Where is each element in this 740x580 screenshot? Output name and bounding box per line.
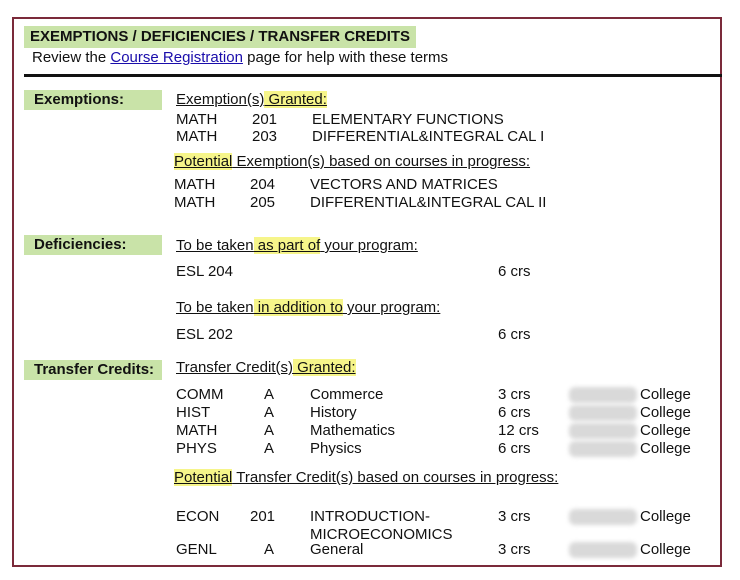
table-row: College: [640, 386, 691, 403]
list-item: 6 crs: [498, 263, 531, 280]
table-row: College: [640, 541, 691, 558]
table-row: A: [264, 386, 275, 403]
table-row: ECON: [176, 508, 220, 525]
list-item: ESL 202: [176, 326, 233, 343]
list-item: 204: [250, 176, 276, 193]
deficiencies-label: Deficiencies:: [24, 235, 162, 255]
transfer-potential-heading: Potential Transfer Credit(s) based on courses in progress:: [174, 469, 559, 486]
table-row: MICROECONOMICS: [310, 526, 453, 543]
review-prefix: Review the: [32, 49, 111, 66]
table-row: A: [264, 440, 275, 457]
review-suffix: page for help with these terms: [242, 49, 449, 66]
table-row: A: [264, 404, 275, 421]
redacted-school-name: [569, 542, 637, 558]
list-item: MATH: [174, 176, 216, 193]
table-row: History: [310, 404, 357, 421]
list-item: 203: [252, 128, 278, 145]
table-row: MATH: [176, 422, 218, 439]
redacted-school-name: [569, 509, 637, 525]
list-item: DIFFERENTIAL&INTEGRAL CAL I: [312, 128, 545, 145]
table-row: Physics: [310, 440, 362, 457]
table-row: COMM: [176, 386, 224, 403]
list-item: MATH: [176, 111, 218, 128]
header-divider: [24, 74, 722, 77]
table-row: College: [640, 422, 691, 439]
credits-panel: [12, 17, 722, 567]
table-row: A: [264, 422, 275, 439]
transfer-granted-heading: Transfer Credit(s) Granted:: [176, 359, 356, 376]
list-item: MATH: [176, 128, 218, 145]
list-item: ELEMENTARY FUNCTIONS: [312, 111, 504, 128]
list-item: 205: [250, 194, 276, 211]
table-row: 3 crs: [498, 541, 531, 558]
table-row: College: [640, 508, 691, 525]
table-row: A: [264, 541, 275, 558]
table-row: 6 crs: [498, 440, 531, 457]
table-row: General: [310, 541, 364, 558]
table-row: 6 crs: [498, 404, 531, 421]
deficiencies-addition-heading: To be taken in addition to your program:: [176, 299, 441, 316]
review-note: [32, 49, 448, 67]
redacted-school-name: [569, 387, 637, 403]
table-row: College: [640, 404, 691, 421]
redacted-school-name: [569, 405, 637, 421]
table-row: Commerce: [310, 386, 384, 403]
table-row: 3 crs: [498, 386, 531, 403]
list-item: VECTORS AND MATRICES: [310, 176, 498, 193]
deficiencies-part-heading: To be taken as part of your program:: [176, 237, 418, 254]
table-row: 12 crs: [498, 422, 539, 439]
exemptions-granted-heading: Exemption(s) Granted:: [176, 91, 327, 108]
course-registration-link[interactable]: Course Registration: [110, 49, 243, 66]
list-item: ESL 204: [176, 263, 233, 280]
list-item: MATH: [174, 194, 216, 211]
table-row: GENL: [176, 541, 217, 558]
list-item: 201: [252, 111, 278, 128]
redacted-school-name: [569, 423, 637, 439]
exemptions-potential-heading: Potential Exemption(s) based on courses in progress:: [174, 153, 531, 170]
redacted-school-name: [569, 441, 637, 457]
section-title: EXEMPTIONS / DEFICIENCIES / TRANSFER CREDITS: [24, 26, 416, 48]
list-item: 6 crs: [498, 326, 531, 343]
table-row: HIST: [176, 404, 211, 421]
table-row: INTRODUCTION-: [310, 508, 430, 525]
table-row: PHYS: [176, 440, 217, 457]
table-row: College: [640, 440, 691, 457]
table-row: Mathematics: [310, 422, 396, 439]
table-row: 3 crs: [498, 508, 531, 525]
table-row: 201: [250, 508, 276, 525]
transfer-credits-label: Transfer Credits:: [24, 360, 162, 380]
exemptions-label: Exemptions:: [24, 90, 162, 110]
list-item: DIFFERENTIAL&INTEGRAL CAL II: [310, 194, 547, 211]
